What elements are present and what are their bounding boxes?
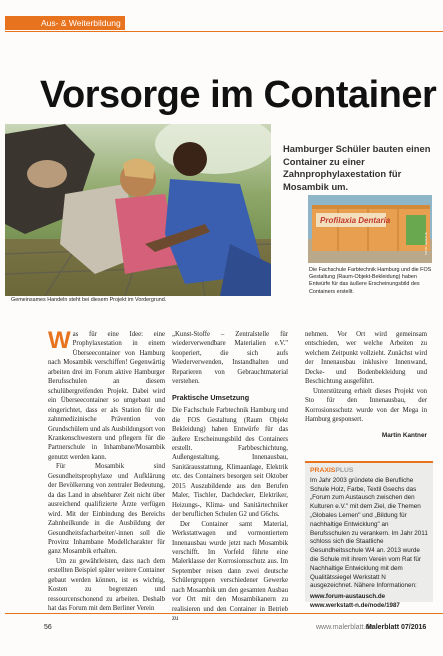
- praxisplus-box: [305, 461, 433, 609]
- paragraph: Unterstützung erhielt dieses Projekt von Sto für den Innenausbau, der Korrosionsschutz wurde von der Mega in Hamburg gesponsert.: [305, 387, 427, 424]
- paragraph: Um zu gewährleisten, dass nach dem erstellten Beispiel später weitere Container gebaut werden können, ist es wichtig, Kosten zu begrenzen und ressourcenschonend zu arbeiten. Deshalb hat das Forum mit dem Berliner Verein: [48, 557, 166, 613]
- paragraph: Für Mosambik sind Gesundheitsprophylaxe und Aufklärung der Bevölkerung von zentraler Bedeutung, da das Land in absehbarer Zeit nicht über ausreichend qualifizierte Ärzte verfügen wird. Mit der Einbindung des Bereichs Zahnheilkunde in die Ausbildung der Gesundheitsfacharbeiter/-innen soll die Provinz Inhambane Modellcharakter für ganz Mosambik erhalten.: [48, 463, 165, 556]
- publication-issue: Malerblatt 07/2016: [366, 624, 427, 631]
- link-forum[interactable]: www.forum-austausch.de: [310, 593, 386, 601]
- body-column-3: [305, 330, 427, 440]
- header-rule: [5, 31, 443, 32]
- section-tag: [5, 16, 125, 30]
- footer-url[interactable]: www.malerblatt.de: [316, 624, 374, 631]
- page-number: 56: [44, 624, 52, 631]
- praxisplus-text: Im Jahr 2003 gründete die Berufliche Schule Holz, Farbe, Textil Gsechs das „Forum zum Austausch zwischen den Kulturen e.V." mit dem Ziel, die Themen „Globales Lernen" und „Bildung für nachhaltige Entwicklung" an Berufsschulen zu verankern. Im Jahr 2011 schloss sich die Staatliche Gesundheitsschule W4 an. 2013 wurde die Schule mit ihrem Verein vom Rat für Nachhaltige Entwicklung mit dem Qualitätssiegel Werkstatt N ausgezeichnet. Nähere Informationen:: [310, 476, 428, 590]
- praxisplus-title: PRAXISPLUS: [310, 467, 354, 474]
- photo-credit: FOTO: GOETHS: [424, 232, 428, 255]
- paragraph: Der Container samt Material, Werkstattwagen und vormontiertem Innenausbau wurde jetzt nach Mosambik verschifft. Im Vorfeld führte eine Malerklasse der Korrosionsschutz aus. Im September reisen dann zwei deutsche Schülergruppen verschiedener Gewerke nach Mosambik um den gesamten Ausbau vor Ort mit den Mosambikanern zu realisieren und den Container in Betrieb zu: [172, 520, 288, 623]
- container-photo-illustration: [308, 195, 432, 263]
- body-column-2: [172, 330, 288, 624]
- section-label: Aus- & Weiterbildung: [41, 18, 121, 28]
- paragraph: nehmen. Vor Ort wird gemeinsam entschieden, wer welche Arbeiten zu welchem Zeitpunkt vollzieht. Zunächst wird der Innenausbau inklusive Innenwand, Decke- und Bodenbekleidung und Beschichtung ausgeführt.: [305, 331, 427, 386]
- main-photo-caption: Gemeinsames Handeln steht bei diesem Projekt im Vordergrund.: [11, 297, 167, 303]
- paragraph: „Kunst-Stoffe – Zentralstelle für wiederverwendbare Materialien e.V." kooperiert, die sich aufs Wiederverwenden, Instandhalten und Reparieren von Gebrauchtmaterial verstehen.: [172, 331, 288, 386]
- container-photo: [308, 195, 432, 263]
- main-photo: [5, 124, 271, 296]
- paragraph: Was für eine Idee: eine Prophylaxestation in einem Überseecontainer von Hamburg nach Mosambik verschiffen! Gegenwärtig arbeiten drei im Forum aktive Hamburger Berufsschulen an diesem schulübergreifenden Projekt. Dabei wird ein Überseecontainer so umgebaut und eingerichtet, dass er als Station für die zahnmedizinische Prävention von Grundschülern und als Ausbildungsort von Krankenschwestern und pflegern für die Partnerschule in Inhambane/Mosambik genutzt werden kann.: [48, 327, 165, 461]
- body-column-1: [48, 327, 166, 614]
- container-sign-text: Profilaxia Dentaria: [320, 216, 391, 225]
- main-photo-illustration: [5, 124, 271, 296]
- praxisplus-links: [310, 593, 428, 611]
- author-name: Martin Kantner: [381, 431, 427, 439]
- link-werkstatt[interactable]: www.werkstatt-n.de/node/1987: [310, 601, 400, 609]
- paragraph: Die Fachschule Farbtechnik Hamburg und die FOS Gestaltung (Raum Objekt Bekleidung) haben Entwürfe für das äußere Erscheinungsbild des Containers erstellt. Farbbeschichtung, Außengestaltung, Innenausbau, Sanitärausstattung, Klimaanlage, Elektrik etc. des Containers besorgen seit Oktober 2015 Auszubildende aus den Berufen Maler, Tischler, Dachdecker, Elektriker, Heizungs-, Klima- und Sanitärtechniker der beruflichen Schulen G2 und G6chs.: [172, 407, 288, 519]
- drop-cap: W: [48, 327, 71, 354]
- container-photo-caption: Die Fachschule Farbtechnik Hamburg und die FOS Gestaltung (Raum-Objekt-Bekleidung) haben Entwürfe für das äußere Erscheinungsbild des Containers erstellt.: [309, 267, 432, 295]
- subheading: Praktische Umsetzung: [172, 392, 250, 402]
- article-title: Vorsorge im Container: [40, 74, 437, 116]
- footer-rule: [5, 613, 443, 614]
- article-intro: Hamburger Schüler bauten einen Container zu einer Zahnprophylaxestation für Mosambik um.: [283, 143, 431, 192]
